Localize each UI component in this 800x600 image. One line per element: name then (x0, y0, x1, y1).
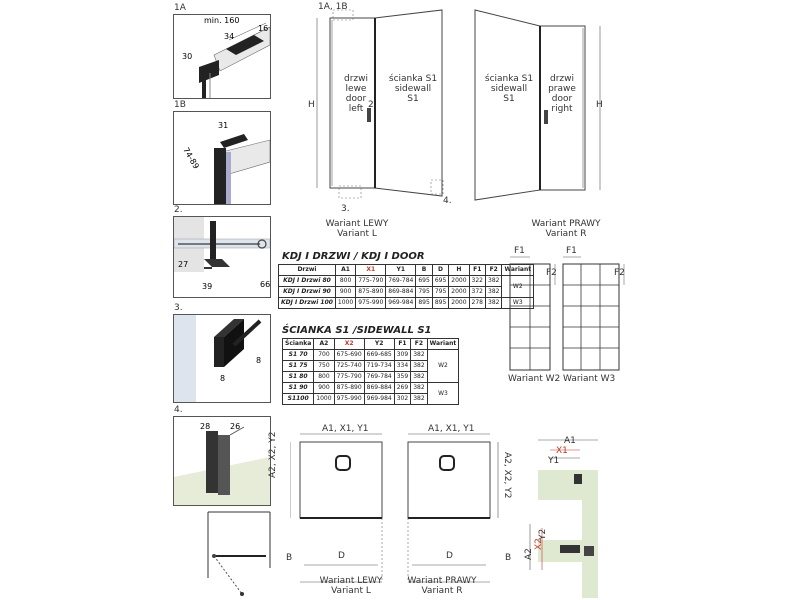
grid-f2-w2: F2 (546, 268, 557, 278)
cell: 750 (314, 361, 334, 372)
cell: KDJ I Drzwi 90 (279, 287, 336, 298)
detail-1b-box (173, 111, 271, 205)
callout-2: 2. (368, 100, 377, 110)
cell-variant: W2 (427, 350, 459, 383)
cell-variant: W3 (427, 383, 459, 405)
dim-74-89: 74-89 (181, 145, 201, 171)
plan-left-d: D (338, 551, 345, 561)
detail-2-drawing (174, 217, 270, 297)
cell: 359 (394, 372, 410, 383)
cell: 278 (469, 298, 485, 309)
dim-8b: 8 (220, 374, 226, 383)
cell: 1000 (335, 298, 355, 309)
grid-w2-label: Wariant W2 (508, 374, 561, 384)
callout-4: 4. (443, 196, 452, 206)
right-sidewall-label-pl: ścianka S1 (484, 74, 534, 84)
cell: 669-685 (364, 350, 394, 361)
cell: 302 (394, 394, 410, 405)
height-label-right: H (596, 100, 603, 110)
cell: 372 (469, 287, 485, 298)
left-sidewall-label-en: sidewall S1 (394, 84, 432, 104)
plan-right-top-dims: A1, X1, Y1 (428, 424, 475, 434)
cell: 769-784 (386, 276, 416, 287)
detail-4-label: 4. (174, 405, 183, 415)
height-label-left: H (308, 100, 315, 110)
grid-f1-w3: F1 (566, 246, 577, 256)
plan-variant-left-en: Variant L (331, 586, 371, 596)
detail-1a-drawing (174, 15, 270, 98)
cell: S1 90 (283, 383, 314, 394)
dim-26: 26 (230, 422, 241, 431)
cell: 269 (394, 383, 410, 394)
left-door-label (338, 74, 374, 114)
cell: 382 (486, 298, 502, 309)
corner-x2: X2 (534, 538, 544, 550)
detail-3-label: 3. (174, 303, 183, 313)
variant-left-label (322, 219, 392, 239)
cell: 382 (486, 287, 502, 298)
cell: 675-690 (334, 350, 364, 361)
cell: S1100 (283, 394, 314, 405)
corner-x1: X1 (556, 446, 568, 456)
variant-right-pl: Wariant PRAWY (531, 219, 601, 229)
right-sidewall-label-en: sidewall S1 (490, 84, 528, 104)
right-door-label-en: door right (551, 94, 573, 114)
th: Ścianka (283, 339, 314, 350)
cell: 875-890 (334, 383, 364, 394)
detail-1b-label: 1B (174, 100, 186, 110)
detail-3-box (173, 314, 271, 403)
left-sidewall-label-pl: ścianka S1 (388, 74, 438, 84)
plan-variant-right-en: Variant R (421, 586, 463, 596)
cell: 725-740 (334, 361, 364, 372)
cell-variant: W2 (502, 276, 534, 298)
grid-f1-w2: F1 (514, 246, 525, 256)
right-door-label-pl: drzwi prawe (548, 74, 576, 94)
th: A1 (335, 265, 355, 276)
right-sidewall-label (484, 74, 534, 104)
cell: 895 (416, 298, 432, 309)
corner-detail (520, 430, 620, 598)
variant-grids (505, 246, 635, 386)
th: D (432, 265, 448, 276)
wall-table-header (283, 339, 459, 350)
cell: 969-984 (386, 298, 416, 309)
cell: 969-984 (364, 394, 394, 405)
th: H (449, 265, 469, 276)
th: F1 (394, 339, 410, 350)
plan-right-side-dims: A2, X2, Y2 (502, 452, 512, 499)
cell: 900 (335, 287, 355, 298)
cell: 382 (486, 276, 502, 287)
cell: 309 (394, 350, 410, 361)
detail-2-box (173, 216, 271, 298)
cell: 382 (411, 383, 427, 394)
dim-min160: min. 160 (204, 16, 240, 25)
detail-1b-drawing (174, 112, 270, 204)
detail-1a-box (173, 14, 271, 99)
th: Wariant (427, 339, 459, 350)
cell: S1 80 (283, 372, 314, 383)
table-row (279, 298, 534, 309)
dim-28: 28 (200, 422, 211, 431)
detail-3-drawing (174, 315, 270, 402)
corner-a1: A1 (564, 436, 576, 446)
table-row (283, 383, 459, 394)
cell: 719-734 (364, 361, 394, 372)
cell: 975-990 (356, 298, 386, 309)
callout-3: 3. (341, 204, 350, 214)
th: B (416, 265, 432, 276)
plan-variant-left-pl: Wariant LEWY (319, 576, 383, 586)
cell: 869-884 (364, 383, 394, 394)
variant-left-en: Variant L (337, 229, 377, 239)
th: F2 (411, 339, 427, 350)
cell: S1 75 (283, 361, 314, 372)
right-door-label (540, 74, 584, 114)
cell: 895 (432, 298, 448, 309)
cell: 2000 (449, 298, 469, 309)
cell: 695 (416, 276, 432, 287)
th: X1 (356, 265, 386, 276)
plan-left-top-dims: A1, X1, Y1 (322, 424, 369, 434)
cell: KDJ I Drzwi 80 (279, 276, 336, 287)
dim-39: 39 (202, 282, 213, 291)
cell: 382 (411, 350, 427, 361)
cell: 2000 (449, 287, 469, 298)
cell: 795 (416, 287, 432, 298)
detail-4-drawing (174, 417, 270, 505)
cell: 695 (432, 276, 448, 287)
th: F2 (486, 265, 502, 276)
cell: 795 (432, 287, 448, 298)
th: Y1 (386, 265, 416, 276)
cell: 382 (411, 394, 427, 405)
cell: KDJ I Drzwi 100 (279, 298, 336, 309)
dim-27: 27 (178, 260, 189, 269)
cell: 382 (411, 372, 427, 383)
cell: 775-790 (356, 276, 386, 287)
corner-a2: A2 (524, 548, 534, 560)
th: Drzwi (279, 265, 336, 276)
th: Y2 (364, 339, 394, 350)
dim-31: 31 (218, 121, 229, 130)
plan-views (290, 420, 510, 600)
plan-right-b: B (505, 553, 512, 563)
cell: 334 (394, 361, 410, 372)
dim-16: 16 (258, 24, 269, 33)
cell: 700 (314, 350, 334, 361)
door-table-title: KDJ I DRZWI / KDJ I DOOR (282, 251, 425, 262)
left-door-label-en: door left (345, 94, 367, 114)
cell: 900 (314, 383, 334, 394)
wall-table-title: ŚCIANKA S1 /SIDEWALL S1 (282, 325, 432, 336)
variant-right-label (528, 219, 604, 239)
door-swing-plan (200, 508, 280, 600)
left-door-label-pl: drzwi lewe (344, 74, 368, 94)
cell: S1 70 (283, 350, 314, 361)
table-row (279, 276, 534, 287)
corner-y1: Y1 (548, 456, 560, 466)
dim-34: 34 (224, 32, 235, 41)
th: X2 (334, 339, 364, 350)
th: A2 (314, 339, 334, 350)
left-sidewall-label (388, 74, 438, 104)
plan-variant-left (316, 576, 386, 596)
cell: 975-990 (334, 394, 364, 405)
cell: 875-890 (356, 287, 386, 298)
table-row (283, 350, 459, 361)
callout-1a1b: 1A, 1B (318, 2, 348, 12)
variant-left-pl: Wariant LEWY (325, 219, 389, 229)
cell: 1000 (314, 394, 334, 405)
cell-variant: W3 (502, 298, 534, 309)
th: F1 (469, 265, 485, 276)
cell: 769-784 (364, 372, 394, 383)
dim-8a: 8 (256, 356, 262, 365)
detail-2-label: 2. (174, 205, 183, 215)
plan-variant-right (404, 576, 480, 596)
plan-variant-right-pl: Wariant PRAWY (407, 576, 477, 586)
door-table (278, 264, 534, 309)
wall-table (282, 338, 459, 405)
door-table-header (279, 265, 534, 276)
variant-right-en: Variant R (545, 229, 587, 239)
cell: 800 (314, 372, 334, 383)
corner-y2: Y2 (538, 528, 548, 540)
table-row (279, 287, 534, 298)
dim-30: 30 (182, 52, 193, 61)
cell: 322 (469, 276, 485, 287)
plan-left-side-dims: A2, X2, Y2 (268, 431, 278, 478)
cell: 2000 (449, 276, 469, 287)
grid-f2-w3: F2 (614, 268, 625, 278)
cell: 382 (411, 361, 427, 372)
cell: 775-790 (334, 372, 364, 383)
cell: 869-884 (386, 287, 416, 298)
plan-right-d: D (446, 551, 453, 561)
plan-left-b: B (286, 553, 293, 563)
grid-w3-label: Wariant W3 (563, 374, 616, 384)
dim-66: 66 (260, 280, 270, 289)
detail-1a-label: 1A (174, 3, 186, 13)
cell: 800 (335, 276, 355, 287)
th: Wariant (502, 265, 534, 276)
detail-4-box (173, 416, 271, 506)
